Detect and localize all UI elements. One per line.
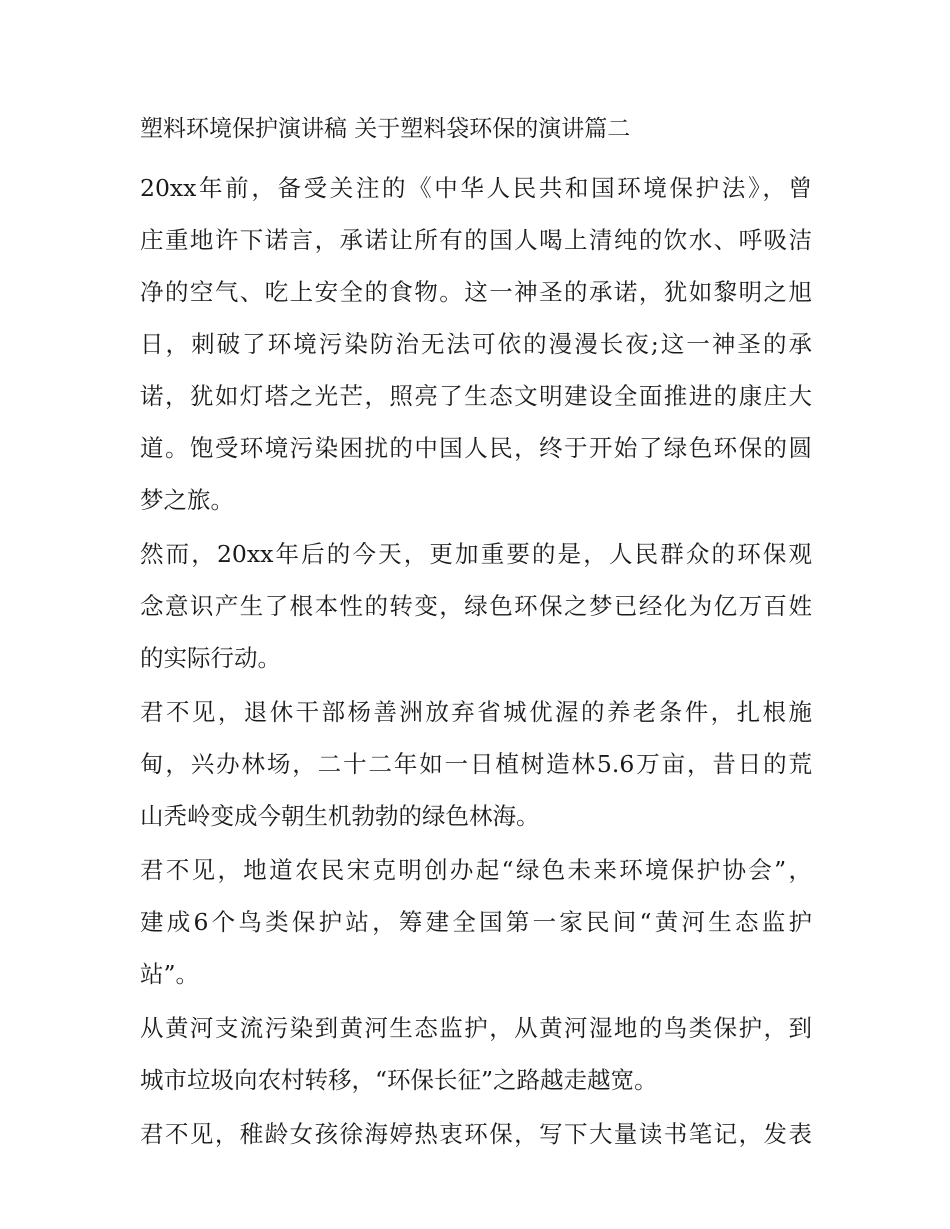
paragraph-line: 从黄河支流污染到黄河生态监护，从黄河湿地的鸟类保护，到 (140, 1014, 812, 1042)
paragraph-line: 诺，犹如灯塔之光芒，照亮了生态文明建设全面推进的康庄大 (140, 382, 812, 410)
paragraph-5 (140, 1002, 812, 1106)
paragraph-3 (140, 686, 812, 842)
paragraph-4 (140, 844, 812, 1000)
paragraph-line: 梦之旅。 (140, 486, 234, 514)
paragraph-line: 念意识产生了根本性的转变，绿色环保之梦已经化为亿万百姓 (140, 592, 812, 620)
document-title: 塑料环境保护演讲稿 关于塑料袋环保的演讲篇二 (140, 116, 631, 142)
paragraph-line: 然而，20xx年后的今天，更加重要的是，人民群众的环保观 (140, 540, 812, 568)
paragraph-line: 君不见，稚龄女孩徐海婷热衷环保，写下大量读书笔记，发表 (140, 1120, 812, 1148)
paragraph-6 (140, 1108, 812, 1160)
paragraph-line: 20xx年前，备受关注的《中华人民共和国环境保护法》，曾 (140, 174, 812, 202)
paragraph-line: 甸，兴办林场，二十二年如一日植树造林5.6万亩，昔日的荒 (140, 750, 812, 778)
paragraph-line: 日，刺破了环境污染防治无法可依的漫漫长夜;这一神圣的承 (140, 330, 812, 358)
paragraph-line: 道。饱受环境污染困扰的中国人民，终于开始了绿色环保的圆 (140, 434, 812, 462)
paragraph-line: 净的空气、吃上安全的食物。这一神圣的承诺，犹如黎明之旭 (140, 278, 812, 306)
paragraph-line: 庄重地许下诺言，承诺让所有的国人喝上清纯的饮水、呼吸洁 (140, 226, 812, 254)
paragraph-line: 的实际行动。 (140, 644, 281, 672)
paragraph-line: 山秃岭变成今朝生机勃勃的绿色林海。 (140, 802, 540, 830)
paragraph-line: 建成6个鸟类保护站，筹建全国第一家民间“黄河生态监护 (140, 908, 812, 936)
document-body (140, 108, 812, 1162)
paragraph-line: 城市垃圾向农村转移，“环保长征”之路越走越宽。 (140, 1066, 658, 1094)
paragraph-2 (140, 528, 812, 684)
paragraph-1 (140, 162, 812, 526)
paragraph-line: 君不见，地道农民宋克明创办起“绿色未来环境保护协会”， (140, 856, 812, 884)
paragraph-line: 站”。 (140, 960, 200, 988)
paragraph-line: 君不见，退休干部杨善洲放弃省城优渥的养老条件，扎根施 (140, 698, 812, 726)
